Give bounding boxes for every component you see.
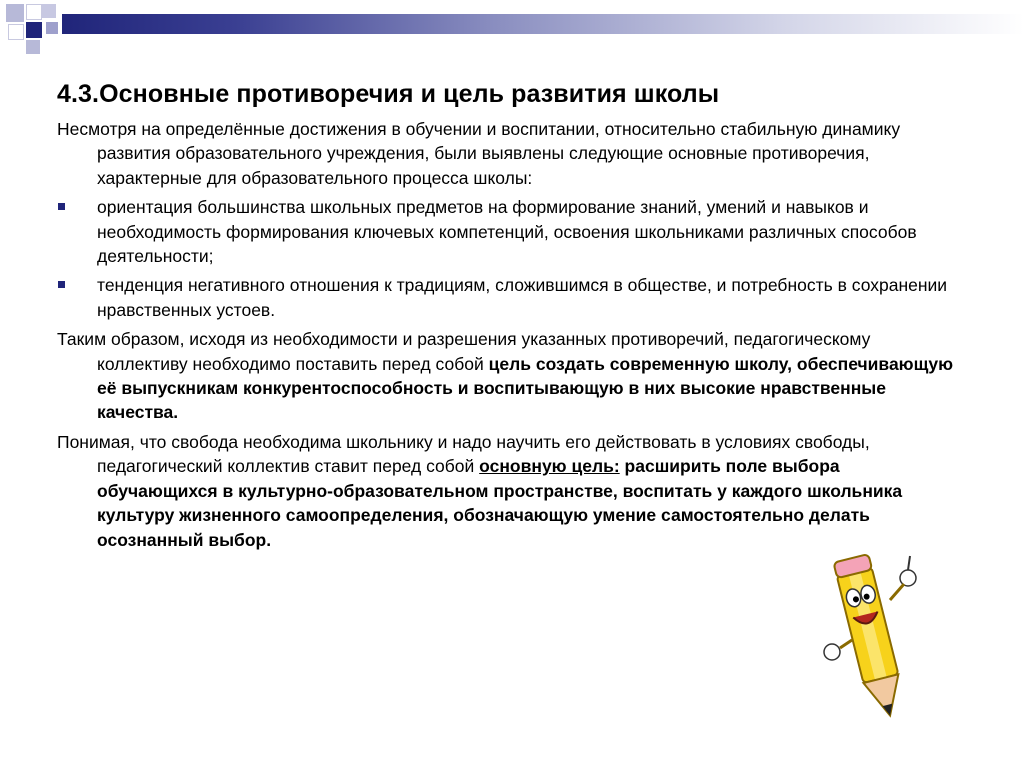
main-goal-label: основную цель: — [479, 456, 620, 477]
header-decoration — [0, 0, 1024, 60]
list-item — [57, 195, 957, 268]
slide-title: 4.3.Основные противоречия и цель развития школы — [57, 80, 720, 108]
deco-square — [46, 22, 58, 34]
header-gradient-band — [62, 14, 1024, 34]
deco-square — [42, 4, 56, 18]
square-bullet-icon — [58, 281, 65, 288]
deco-square — [6, 4, 24, 22]
goal-emphasis: цель создать современную школу, обеспечивающую её выпускникам конкурентоспособность и воспитывающую в них высокие нравственные качества. — [97, 353, 954, 423]
main-goal-text: Понимая, что свобода необходима школьнику и надо научить его действовать в условиях свободы, педагогический коллектив ставит перед собой — [57, 431, 870, 477]
goal-text: Таким образом, исходя из необходимости и разрешения указанных противоречий, педагогическому коллективу необходимо поставить перед собой — [57, 329, 871, 374]
list-item-text: тенденция негативного отношения к традициям, сложившимся в обществе, и потребность в сохранении нравственных устоев. — [97, 275, 948, 320]
deco-square — [26, 4, 42, 20]
intro-paragraph: Несмотря на определённые достижения в обучении и воспитании, относительно стабильную динамику развития образовательного учреждения, были выявлены следующие основные противоречия, характерные для образовательного процесса школы: — [57, 119, 901, 188]
main-goal-emphasis: расширить поле выбора обучающихся в культурно-образовательном пространстве, воспитать у каждого школьника культуру жизненного самоопределения, обозначающую умение самостоятельно делать осознанный выбор. — [97, 456, 903, 550]
list-item — [57, 273, 957, 322]
deco-square — [8, 24, 24, 40]
goal-paragraph — [57, 327, 957, 425]
list-item-text: ориентация большинства школьных предметов на формирование знаний, умений и навыков и необходимость формирования ключевых компетенций, освоения школьниками различных способов деятельности; — [97, 197, 917, 267]
slide-body — [57, 117, 957, 557]
deco-square — [26, 22, 42, 38]
square-bullet-icon — [58, 203, 65, 210]
main-goal-paragraph — [57, 430, 957, 552]
pencil-mascot-icon — [820, 540, 920, 730]
deco-square — [26, 40, 40, 54]
